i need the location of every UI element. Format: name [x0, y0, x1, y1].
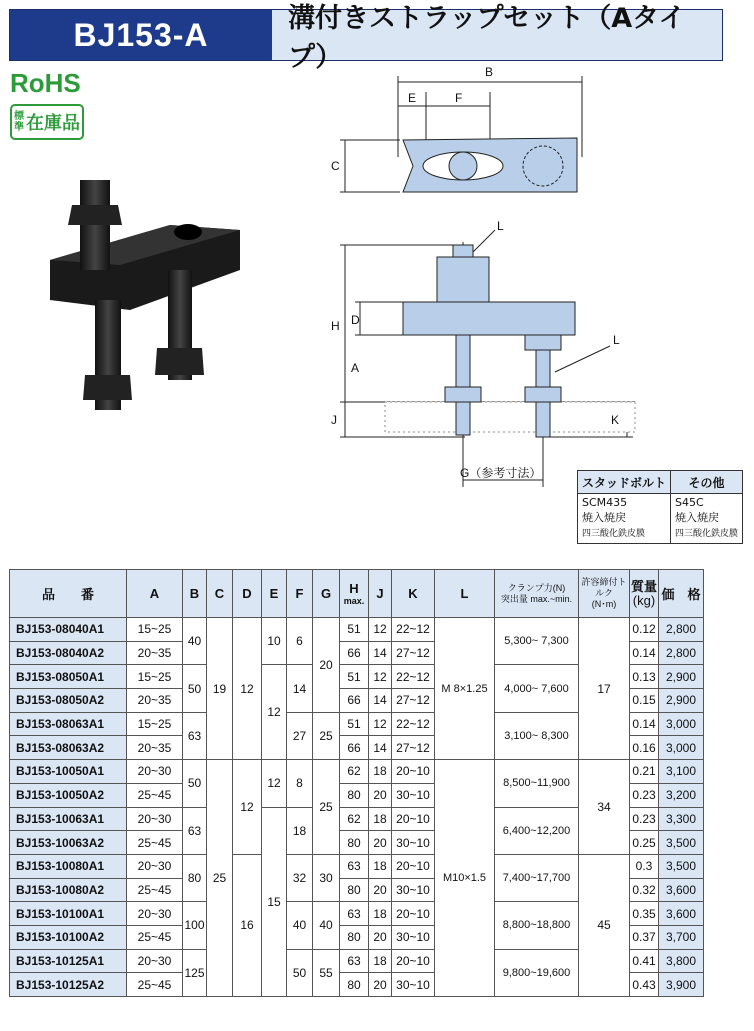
cell-A: 25~45: [127, 783, 183, 807]
cell-A: 25~45: [127, 925, 183, 949]
cell-K: 20~10: [392, 854, 435, 878]
cell-wt: 0.14: [630, 712, 659, 736]
cell-pn: BJ153-08050A1: [10, 665, 127, 689]
cell-price: 3,100: [659, 760, 704, 784]
cell-price: 2,900: [659, 665, 704, 689]
cell-H: 63: [340, 949, 369, 973]
table-row: [10, 618, 704, 642]
product-code: BJ153-A: [10, 10, 272, 60]
col-c: C: [207, 570, 233, 618]
cell-F: 18: [287, 807, 313, 854]
cell-tq: 45: [579, 854, 630, 996]
cell-K: 30~10: [392, 973, 435, 997]
col-d: D: [233, 570, 262, 618]
cell-cl: 8,800~18,800: [495, 902, 579, 949]
cell-wt: 0.37: [630, 925, 659, 949]
dim-d-label: D: [351, 313, 360, 327]
cell-L: M10×1.5: [435, 760, 495, 997]
cell-tq: 34: [579, 760, 630, 855]
cell-wt: 0.3: [630, 854, 659, 878]
mat-stud-cell: [578, 494, 671, 544]
cell-G: 25: [313, 760, 340, 855]
col-j: J: [369, 570, 392, 618]
technical-drawing: [315, 62, 645, 492]
cell-J: 20: [369, 878, 392, 902]
dim-c-label: C: [331, 159, 340, 173]
dim-l-top-label: L: [497, 219, 504, 233]
cell-J: 20: [369, 925, 392, 949]
cell-K: 30~10: [392, 925, 435, 949]
col-k: K: [392, 570, 435, 618]
cell-K: 30~10: [392, 878, 435, 902]
cell-pn: BJ153-10125A1: [10, 949, 127, 973]
title-bar: [9, 3, 723, 73]
cell-pn: BJ153-10080A1: [10, 854, 127, 878]
cell-J: 18: [369, 854, 392, 878]
dim-g-label: G（参考寸法）: [460, 466, 542, 480]
cell-K: 20~10: [392, 807, 435, 831]
cell-B: 50: [183, 760, 207, 807]
cell-price: 3,500: [659, 854, 704, 878]
cell-A: 20~35: [127, 641, 183, 665]
cell-pn: BJ153-10050A2: [10, 783, 127, 807]
cell-J: 18: [369, 949, 392, 973]
cell-B: 80: [183, 854, 207, 901]
cell-wt: 0.21: [630, 760, 659, 784]
cell-E: 15: [262, 807, 287, 997]
cell-G: 30: [313, 854, 340, 901]
cell-F: 6: [287, 618, 313, 665]
dim-b-label: B: [485, 65, 494, 79]
cell-J: 20: [369, 783, 392, 807]
cell-H: 62: [340, 807, 369, 831]
cell-price: 3,600: [659, 902, 704, 926]
cell-D: 12: [233, 618, 262, 760]
cell-cl: 4,000~ 7,600: [495, 665, 579, 712]
mat-other-finish: 四三酸化鉄皮膜: [675, 529, 739, 539]
cell-wt: 0.23: [630, 807, 659, 831]
cell-price: 3,000: [659, 712, 704, 736]
cell-K: 22~12: [392, 665, 435, 689]
col-f: F: [287, 570, 313, 618]
cell-K: 20~10: [392, 902, 435, 926]
cell-A: 20~30: [127, 902, 183, 926]
cell-J: 14: [369, 736, 392, 760]
cell-A: 15~25: [127, 665, 183, 689]
cell-price: 2,800: [659, 618, 704, 642]
col-clamp-sub: 突出量 max.~min.: [500, 593, 573, 604]
col-g: G: [313, 570, 340, 618]
cell-pn: BJ153-10080A2: [10, 878, 127, 902]
cell-H: 80: [340, 925, 369, 949]
cell-D: 16: [233, 854, 262, 996]
cell-F: 14: [287, 665, 313, 712]
cell-J: 12: [369, 618, 392, 642]
cell-K: 27~12: [392, 641, 435, 665]
cell-A: 20~35: [127, 689, 183, 713]
cell-A: 20~30: [127, 760, 183, 784]
cell-wt: 0.14: [630, 641, 659, 665]
cell-H: 80: [340, 878, 369, 902]
dim-a-label: A: [351, 361, 360, 375]
cell-J: 14: [369, 641, 392, 665]
cell-E: 10: [262, 618, 287, 665]
col-part-number: 品 番: [10, 570, 127, 618]
cell-price: 3,300: [659, 807, 704, 831]
mat-other-steel: S45C: [675, 496, 704, 509]
col-torque-sub: (N･m): [591, 599, 617, 609]
cell-H: 63: [340, 854, 369, 878]
mat-stud-steel: SCM435: [582, 496, 628, 509]
cell-K: 22~12: [392, 618, 435, 642]
cell-price: 3,800: [659, 949, 704, 973]
cell-E: 12: [262, 665, 287, 760]
cell-B: 125: [183, 949, 207, 996]
cell-F: 40: [287, 902, 313, 949]
cell-K: 27~12: [392, 736, 435, 760]
cell-H: 66: [340, 736, 369, 760]
stock-badge: [10, 104, 84, 140]
col-torque-label: 許容締付トルク: [581, 577, 627, 598]
product-photo: [40, 170, 270, 450]
dim-f-label: F: [455, 91, 463, 105]
cell-price: 2,900: [659, 689, 704, 713]
cell-J: 12: [369, 665, 392, 689]
cell-pn: BJ153-10100A1: [10, 902, 127, 926]
cell-J: 14: [369, 689, 392, 713]
mat-header-other: その他: [671, 471, 743, 494]
cell-price: 3,700: [659, 925, 704, 949]
cell-D: 12: [233, 760, 262, 855]
cell-G: 40: [313, 902, 340, 949]
cell-K: 30~10: [392, 831, 435, 855]
cell-B: 63: [183, 807, 207, 854]
cell-wt: 0.13: [630, 665, 659, 689]
cell-pn: BJ153-10100A2: [10, 925, 127, 949]
cell-pn: BJ153-08063A1: [10, 712, 127, 736]
stock-badge-label: 在庫品: [26, 113, 80, 134]
cell-tq: 17: [579, 618, 630, 760]
col-b: B: [183, 570, 207, 618]
cell-price: 2,800: [659, 641, 704, 665]
cell-cl: 8,500~11,900: [495, 760, 579, 807]
cell-wt: 0.35: [630, 902, 659, 926]
cell-price: 3,000: [659, 736, 704, 760]
cell-J: 18: [369, 902, 392, 926]
col-weight-label: 質量: [630, 578, 657, 594]
cell-wt: 0.32: [630, 878, 659, 902]
mat-other-treat: 焼入焼戻: [675, 511, 720, 524]
dim-h-label: H: [331, 319, 340, 333]
cell-pn: BJ153-10050A1: [10, 760, 127, 784]
col-clamp-label: クランプ力(N): [507, 582, 566, 593]
mat-header-stud: スタッドボルト: [578, 471, 671, 494]
cell-price: 3,600: [659, 878, 704, 902]
cell-H: 51: [340, 712, 369, 736]
table-row: [10, 854, 704, 878]
dim-j-label: J: [331, 413, 337, 427]
cell-B: 63: [183, 712, 207, 759]
cell-cl: 3,100~ 8,300: [495, 712, 579, 759]
cell-J: 18: [369, 760, 392, 784]
cell-C: 19: [207, 618, 233, 760]
cell-J: 20: [369, 973, 392, 997]
cell-wt: 0.41: [630, 949, 659, 973]
spec-table: [9, 569, 704, 997]
cell-F: 50: [287, 949, 313, 996]
cell-K: 27~12: [392, 689, 435, 713]
cell-B: 50: [183, 665, 207, 712]
cell-wt: 0.12: [630, 618, 659, 642]
cell-A: 20~30: [127, 807, 183, 831]
cell-wt: 0.15: [630, 689, 659, 713]
cell-C: 25: [207, 760, 233, 997]
col-e: E: [262, 570, 287, 618]
cell-price: 3,200: [659, 783, 704, 807]
cell-F: 8: [287, 760, 313, 807]
cell-H: 63: [340, 902, 369, 926]
col-l: L: [435, 570, 495, 618]
col-a: A: [127, 570, 183, 618]
cell-wt: 0.23: [630, 783, 659, 807]
dim-e-label: E: [408, 91, 417, 105]
cell-B: 100: [183, 902, 207, 949]
cell-pn: BJ153-08040A2: [10, 641, 127, 665]
cell-cl: 7,400~17,700: [495, 854, 579, 901]
cell-G: 20: [313, 618, 340, 713]
dim-k-label: K: [611, 413, 620, 427]
stock-badge-small: 標準: [14, 111, 24, 133]
cell-K: 20~10: [392, 760, 435, 784]
cell-A: 15~25: [127, 712, 183, 736]
cell-A: 20~30: [127, 949, 183, 973]
col-h-sub: max.: [343, 595, 365, 606]
col-price: 価 格: [659, 570, 704, 618]
col-h-label: H: [349, 580, 359, 596]
cell-H: 80: [340, 973, 369, 997]
cell-wt: 0.25: [630, 831, 659, 855]
cell-J: 20: [369, 831, 392, 855]
spec-table-body: [10, 618, 704, 997]
mat-other-cell: [671, 494, 743, 544]
cell-pn: BJ153-08050A2: [10, 689, 127, 713]
cell-price: 3,900: [659, 973, 704, 997]
table-row: [10, 760, 704, 784]
mat-stud-finish: 四三酸化鉄皮膜: [582, 529, 646, 539]
cell-K: 22~12: [392, 712, 435, 736]
cell-pn: BJ153-10063A1: [10, 807, 127, 831]
cell-H: 62: [340, 760, 369, 784]
cell-H: 66: [340, 689, 369, 713]
cell-pn: BJ153-08040A1: [10, 618, 127, 642]
material-table: [577, 470, 743, 544]
cell-pn: BJ153-08063A2: [10, 736, 127, 760]
cell-A: 25~45: [127, 973, 183, 997]
cell-F: 32: [287, 854, 313, 901]
cell-J: 18: [369, 807, 392, 831]
dim-l-bottom-label: L: [613, 333, 620, 347]
cell-H: 51: [340, 665, 369, 689]
cell-A: 25~45: [127, 831, 183, 855]
cell-wt: 0.16: [630, 736, 659, 760]
cell-A: 15~25: [127, 618, 183, 642]
cell-K: 30~10: [392, 783, 435, 807]
col-weight: [630, 570, 659, 618]
cell-pn: BJ153-10125A2: [10, 973, 127, 997]
rohs-logo: RoHS: [10, 68, 81, 98]
cell-price: 3,500: [659, 831, 704, 855]
cell-A: 25~45: [127, 878, 183, 902]
cell-wt: 0.43: [630, 973, 659, 997]
cell-cl: 9,800~19,600: [495, 949, 579, 996]
product-title: 溝付きストラップセット（Aタイプ）: [272, 10, 722, 60]
cell-cl: 5,300~ 7,300: [495, 618, 579, 665]
cell-J: 12: [369, 712, 392, 736]
col-h: [340, 570, 369, 618]
cell-E: 12: [262, 760, 287, 807]
col-clamp: [495, 570, 579, 618]
cell-A: 20~35: [127, 736, 183, 760]
cell-L: M 8×1.25: [435, 618, 495, 760]
cell-H: 80: [340, 783, 369, 807]
cell-A: 20~30: [127, 854, 183, 878]
cell-G: 25: [313, 712, 340, 759]
cell-H: 51: [340, 618, 369, 642]
cell-cl: 6,400~12,200: [495, 807, 579, 854]
col-weight-sub: (kg): [632, 592, 656, 608]
cell-B: 40: [183, 618, 207, 665]
col-torque: [579, 570, 630, 618]
mat-stud-treat: 焼入焼戻: [582, 511, 626, 524]
cell-pn: BJ153-10063A2: [10, 831, 127, 855]
cell-H: 80: [340, 831, 369, 855]
cell-G: 55: [313, 949, 340, 996]
cell-F: 27: [287, 712, 313, 759]
cell-H: 66: [340, 641, 369, 665]
cell-K: 20~10: [392, 949, 435, 973]
